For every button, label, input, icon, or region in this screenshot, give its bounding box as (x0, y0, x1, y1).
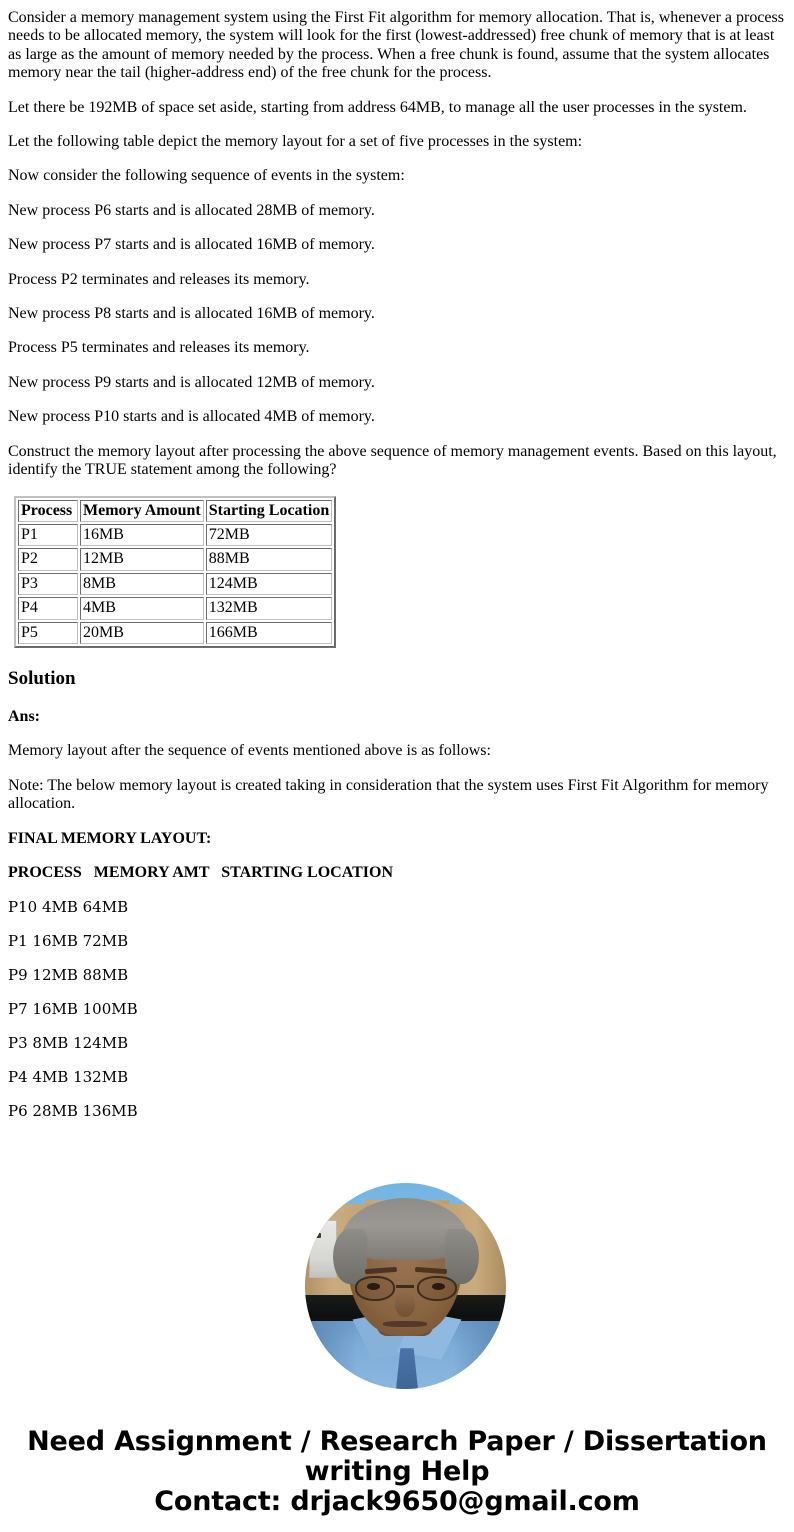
cell-process: P5 (18, 622, 78, 644)
cell-process: P2 (18, 548, 78, 570)
document-page (0, 9, 794, 1517)
photo-background-panel (309, 1220, 337, 1278)
cell-starting-location: 132MB (206, 597, 332, 619)
cell-starting-location: 72MB (206, 524, 332, 546)
final-layout-row: P7 16MB 100MB (8, 1000, 138, 1019)
photo-eyeglass-bridge (396, 1285, 414, 1287)
photo-mouth (383, 1321, 427, 1327)
cell-memory-amount: 8MB (80, 573, 204, 595)
cell-memory-amount: 4MB (80, 597, 204, 619)
problem-paragraph-2: Let there be 192MB of space set aside, starting from address 64MB, to manage all the user processes in the system. (8, 98, 747, 116)
question-paragraph: Construct the memory layout after processing the above sequence of memory management events. Based on this layout, identify the TRUE statement among the following? (8, 442, 777, 479)
final-layout-row: P1 16MB 72MB (8, 932, 129, 951)
event-line: Process P2 terminates and releases its memory. (8, 270, 310, 288)
table-row (18, 573, 332, 595)
promo-heading (8, 1427, 786, 1517)
final-layout-row: P10 4MB 64MB (8, 898, 129, 917)
cell-starting-location: 124MB (206, 573, 332, 595)
table-row (18, 524, 332, 546)
problem-paragraph-4: Now consider the following sequence of events in the system: (8, 167, 405, 185)
event-line: New process P10 starts and is allocated 4MB of memory. (8, 408, 375, 426)
cell-memory-amount: 16MB (80, 524, 204, 546)
event-line: New process P8 starts and is allocated 16MB of memory. (8, 305, 375, 323)
ans-label: Ans: (8, 707, 41, 725)
cell-memory-amount: 12MB (80, 548, 204, 570)
initial-memory-layout-table (14, 496, 336, 648)
photo-shirt-shadow-left (305, 1321, 357, 1389)
cell-memory-amount: 20MB (80, 622, 204, 644)
final-layout-row: P4 4MB 132MB (8, 1068, 129, 1087)
promo-line-1: Need Assignment / Research Paper / Dissertation (27, 1426, 767, 1458)
cell-process: P1 (18, 524, 78, 546)
event-line: New process P9 starts and is allocated 12MB of memory. (8, 373, 375, 391)
table-row (18, 597, 332, 619)
promo-line-2: writing Help (304, 1456, 490, 1488)
problem-paragraph-1: Consider a memory management system using the First Fit algorithm for memory allocation. That is, whenever a process needs to be allocated memory, the system will look for the first (lowest-addressed) free chunk of memory that is at least as large as the amount of memory needed by the process. When a free chunk is found, assume that the system allocates memory near the tail (higher-address end) of the free chunk for the process. (8, 9, 784, 82)
photo-hair-left (333, 1229, 367, 1285)
column-header-starting-location: Starting Location (206, 500, 332, 522)
photo-eyeglass-lens-right (417, 1276, 457, 1301)
final-memory-layout-label: FINAL MEMORY LAYOUT: (8, 829, 212, 847)
solution-intro: Memory layout after the sequence of events mentioned above is as follows: (8, 742, 491, 760)
final-layout-row: P9 12MB 88MB (8, 966, 129, 985)
solution-heading: Solution (8, 667, 76, 689)
problem-paragraph-3: Let the following table depict the memory layout for a set of five processes in the system: (8, 133, 583, 151)
table-row (18, 548, 332, 570)
final-layout-row: P6 28MB 136MB (8, 1102, 138, 1121)
photo-shirt-shadow-right (453, 1321, 505, 1389)
event-line: New process P6 starts and is allocated 28MB of memory. (8, 201, 375, 219)
avatar-container (8, 1137, 794, 1389)
column-header-process: Process (18, 500, 78, 522)
final-layout-row: P3 8MB 124MB (8, 1034, 129, 1053)
event-line: New process P7 starts and is allocated 16MB of memory. (8, 236, 375, 254)
avatar (305, 1183, 506, 1389)
event-line: Process P5 terminates and releases its memory. (8, 339, 310, 357)
photo-eyeglass-lens-left (355, 1276, 395, 1301)
column-header-memory-amount: Memory Amount (80, 500, 204, 522)
photo-background-panel-switch (315, 1233, 321, 1238)
cell-starting-location: 88MB (206, 548, 332, 570)
solution-note: Note: The below memory layout is created taking in consideration that the system uses First Fit Algorithm for memory allocation. (8, 776, 769, 813)
table-header-row (18, 500, 332, 522)
cell-process: P3 (18, 573, 78, 595)
final-layout-column-header: PROCESS MEMORY AMT STARTING LOCATION (8, 863, 393, 881)
cell-process: P4 (18, 597, 78, 619)
table-row (18, 622, 332, 644)
promo-contact-line: Contact: drjack9650@gmail.com (154, 1486, 640, 1518)
cell-starting-location: 166MB (206, 622, 332, 644)
